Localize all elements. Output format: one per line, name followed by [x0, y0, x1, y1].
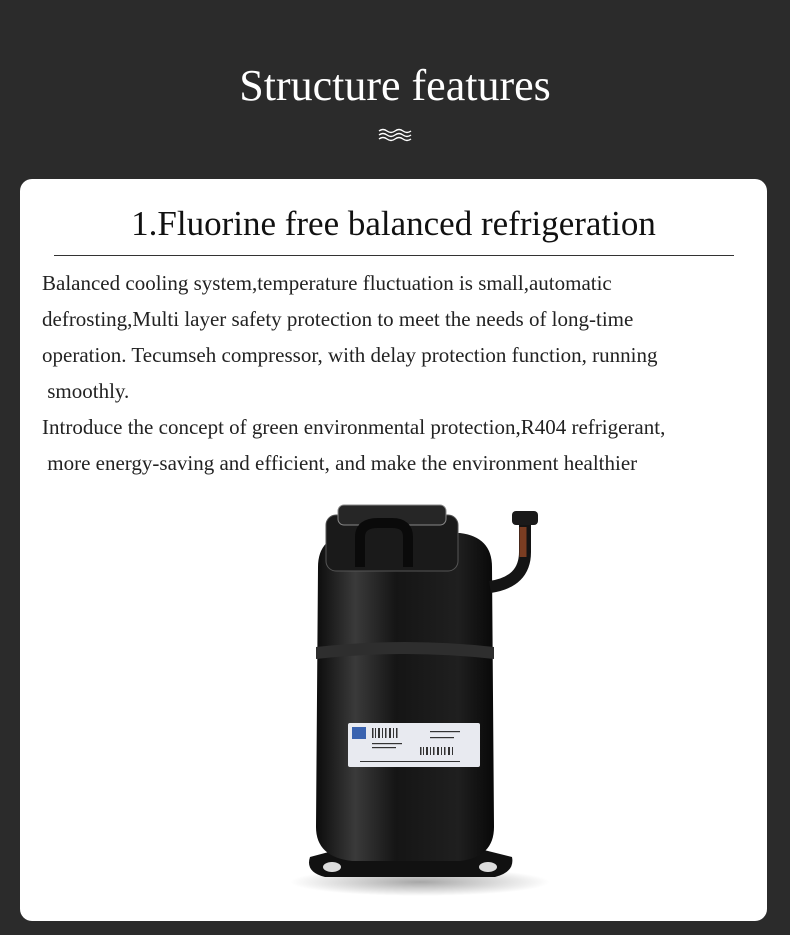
- description-line: Introduce the concept of green environmental protection,R404 refrigerant,: [42, 415, 666, 439]
- page-title: Structure features: [239, 61, 551, 110]
- description-line: Balanced cooling system,temperature fluctuation is small,automatic: [42, 271, 612, 295]
- wave-lines-icon: [378, 128, 412, 142]
- description-line: more energy-saving and efficient, and make the environment healthier: [42, 451, 638, 475]
- feature-description: [42, 265, 764, 481]
- refrigeration-compressor-icon: [280, 497, 560, 897]
- section-title: 1.Fluorine free balanced refrigeration: [131, 204, 656, 243]
- description-line: defrosting,Multi layer safety protection to meet the needs of long-time: [42, 307, 634, 331]
- feature-card: [20, 179, 767, 921]
- title-divider: [54, 255, 734, 256]
- description-line: smoothly.: [42, 379, 130, 403]
- description-line: operation. Tecumseh compressor, with delay protection function, running: [42, 343, 658, 367]
